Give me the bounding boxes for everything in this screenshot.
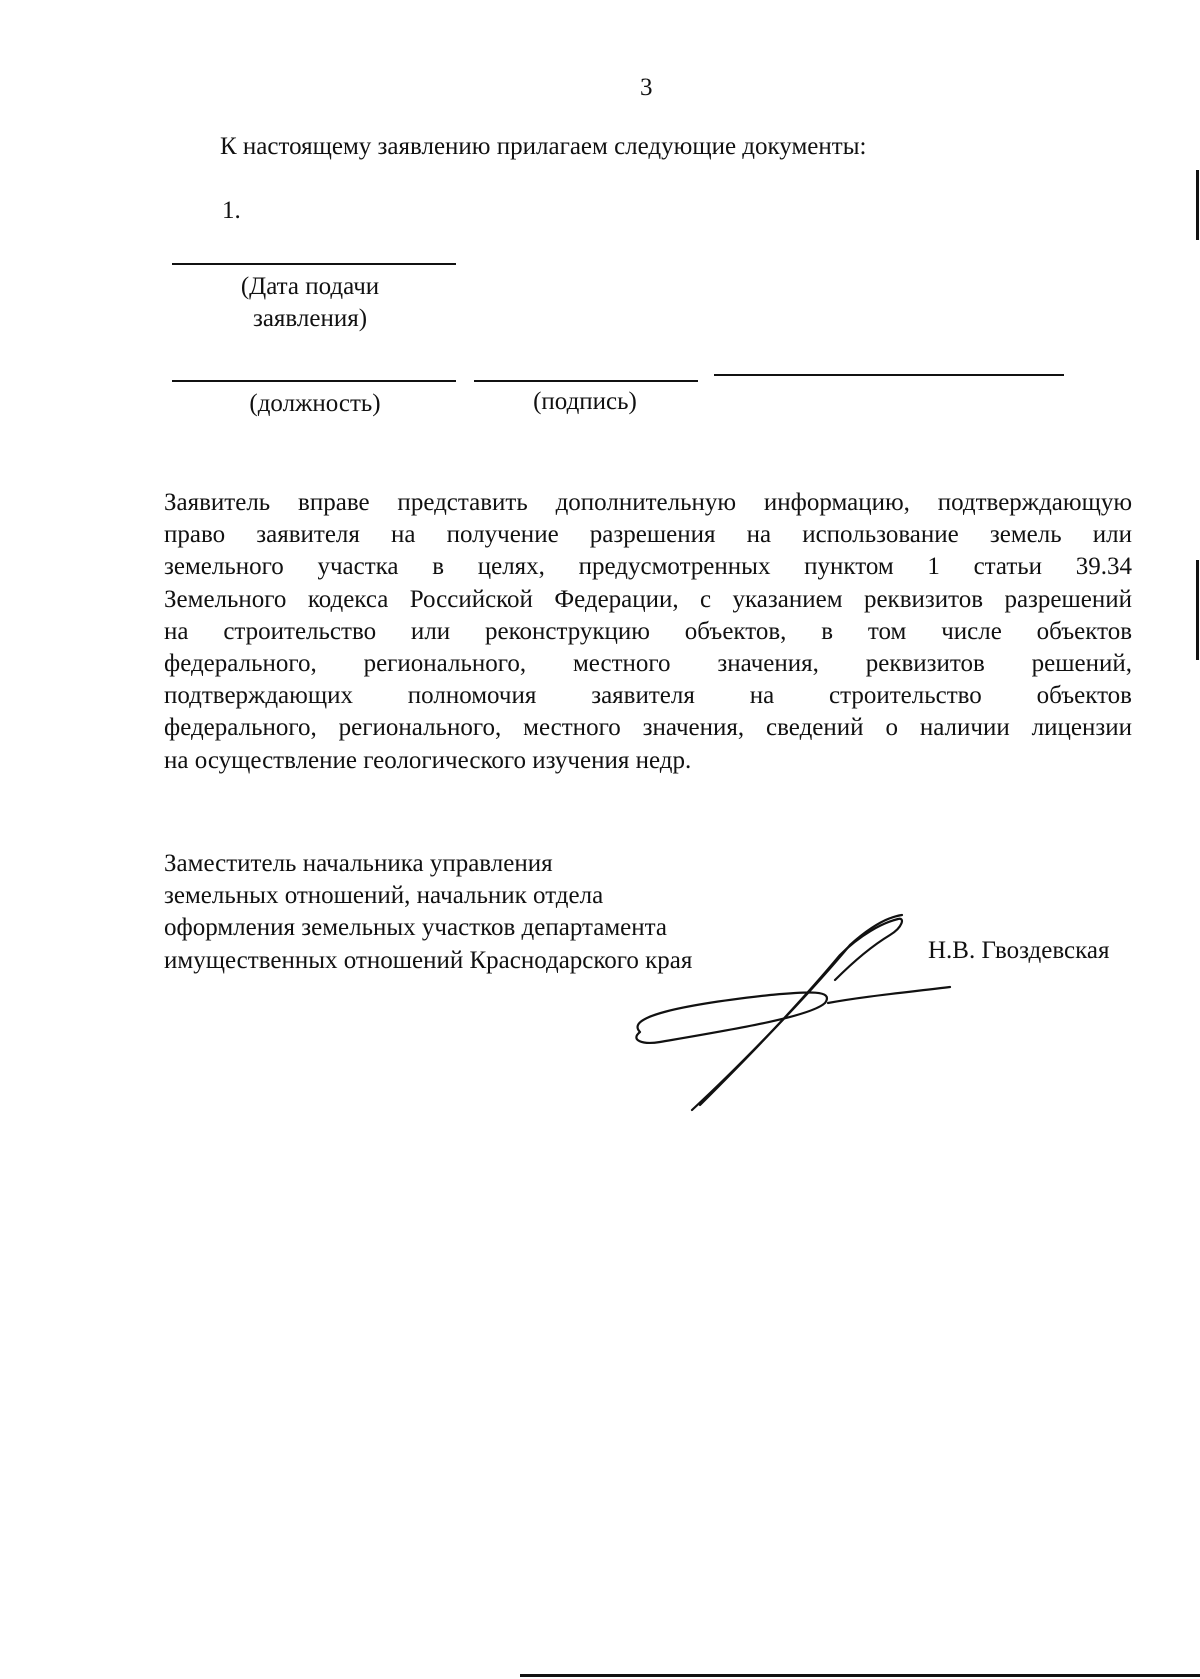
note-line: на осуществление геологического изучения недр. xyxy=(164,746,692,774)
position-caption: (должность) xyxy=(249,390,381,417)
note-line: Земельного кодекса Российской Федерации, с указанием реквизитов разрешений xyxy=(164,585,1132,613)
date-caption-line: заявления) xyxy=(252,305,368,332)
scan-edge-mark xyxy=(1196,560,1199,660)
scan-edge-mark xyxy=(520,1674,1200,1677)
page-number: 3 xyxy=(640,74,653,101)
signer-title-line: оформления земельных участков департамента xyxy=(164,914,667,942)
signature-caption: (подпись) xyxy=(533,388,637,415)
signer-title xyxy=(164,848,692,977)
signer-title-line: Заместитель начальника управления xyxy=(164,850,553,877)
additional-info-note xyxy=(164,487,1132,777)
note-line: федерального, регионального, местного значения, сведений о наличии лицензии xyxy=(164,714,1132,742)
position-line xyxy=(172,380,456,382)
note-line: Заявитель вправе представить дополнительную информацию, подтверждающую xyxy=(164,489,1132,516)
signer-name: Н.В. Гвоздевская xyxy=(928,937,1110,964)
attachments-intro: К настоящему заявлению прилагаем следующие документы: xyxy=(220,133,867,160)
date-line xyxy=(172,263,456,265)
scan-edge-mark xyxy=(1196,170,1199,240)
signature-line xyxy=(474,380,698,382)
note-line: подтверждающих полномочия заявителя на строительство объектов xyxy=(164,682,1132,710)
note-line: федерального, регионального, местного значения, реквизитов решений, xyxy=(164,650,1132,678)
signer-title-line: имущественных отношений Краснодарского края xyxy=(164,946,693,974)
date-caption xyxy=(200,271,420,335)
attachment-item: 1. xyxy=(222,197,241,224)
note-line: земельного участка в целях, предусмотренных пунктом 1 статьи 39.34 xyxy=(164,553,1132,581)
note-line: право заявителя на получение разрешения на использование земель или xyxy=(164,521,1132,549)
handwritten-signature xyxy=(620,905,960,1115)
name-line xyxy=(714,374,1064,376)
signer-title-line: земельных отношений, начальник отдела xyxy=(164,882,604,910)
date-caption-line: (Дата подачи xyxy=(240,273,380,300)
note-line: на строительство или реконструкцию объектов, в том числе объектов xyxy=(164,617,1132,645)
